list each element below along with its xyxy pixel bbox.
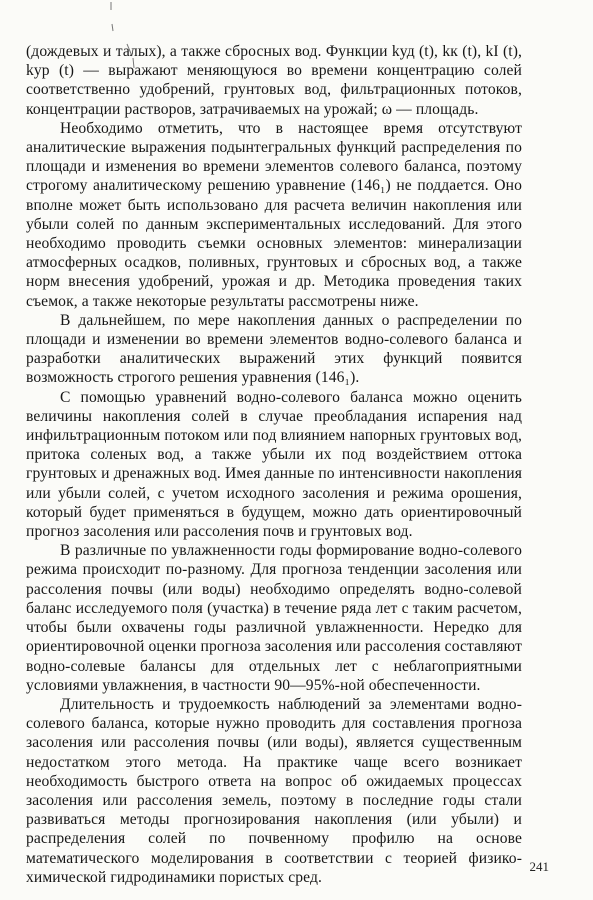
- page-number: 241: [529, 859, 549, 874]
- paragraph-4: С помощью уравнений водно-солевого баланса можно оценить величины накопления солей в случае преобладания испарения над инфильтрационным потоком или под влиянием напорных грунтовых вод, притока соленых вод, а также убыли их под воздействием оттока грунтовых и дренажных вод. Имея данные по интенсивности накопления или убыли солей, с учетом исходного засоления и режима орошения, который будет применяться в будущем, можно дать ориентировочный прогноз засоления или рассоления почв и грунтовых вод.: [26, 388, 522, 541]
- paragraph-3: В дальнейшем, по мере накопления данных о распределении по площади и изменении во времени элементов водно-солевого баланса и разработки аналитических выражений этих функций появится возможность строгого решения уравнения (146₁).: [26, 311, 522, 387]
- paragraph-5: В различные по увлажненности годы формирование водно-солевого режима происходит по-разному. Для прогноза тенденции засоления или рассоления почвы (или воды) необходимо определять водно-солевой баланс исследуемого поля (участка) в течение ряда лет с таким расчетом, чтобы были охвачены годы различной увлажненности. Нередко для ориентировочной оценки прогноза засоления или рассоления составляют водно-солевые балансы для отдельных лет с неблагоприятными условиями увлажнения, в частности 90—95%-ной обеспеченности.: [26, 542, 522, 694]
- paragraph-2: Необходимо отметить, что в настоящее время отсутствуют аналитические выражения подынтегральных функций распределения по площади и изменения во времени элементов солевого баланса, поэтому строгому аналитическому решению уравнение (146₁) не поддается. Оно вполне может быть использовано для расчета величин накопления или убыли солей по данным экспериментальных исследований. Для этого необходимо проводить съемки основных элементов: минерализации атмосферных осадков, поливных, грунтовых и сбросных вод, а также норм внесения удобрений, урожая и др. Методика проведения таких съемок, а также некоторые результаты рассмотрены ниже.: [26, 119, 522, 310]
- paragraph-6: Длительность и трудоемкость наблюдений за элементами водно-солевого баланса, которые нужно проводить для составления прогноза засоления или рассоления почвы (или воды), является существенным недостатком этого метода. На практике чаще всего возникает необходимость быстрого ответа на вопрос об ожидаемых процессах засоления или рассоления земель, поэтому в последние годы стали развиваться методы прогнозирования накопления (или убыли) и распределения солей по почвенному профилю на основе математического моделирования в соответствии с теорией физико-химической гидродинамики пористых сред.: [26, 695, 522, 886]
- main-text-column: [26, 42, 522, 887]
- paragraph-1: (дождевых и талых), а также сбросных вод. Функции kуд (t), kк (t), kI (t), kур (t) — выражают меняющуюся во времени концентрацию солей соответственно удобрений, грунтовых вод, фильтрационных потоков, концентрации растворов, затрачиваемых на урожай; ω — площадь.: [26, 43, 522, 118]
